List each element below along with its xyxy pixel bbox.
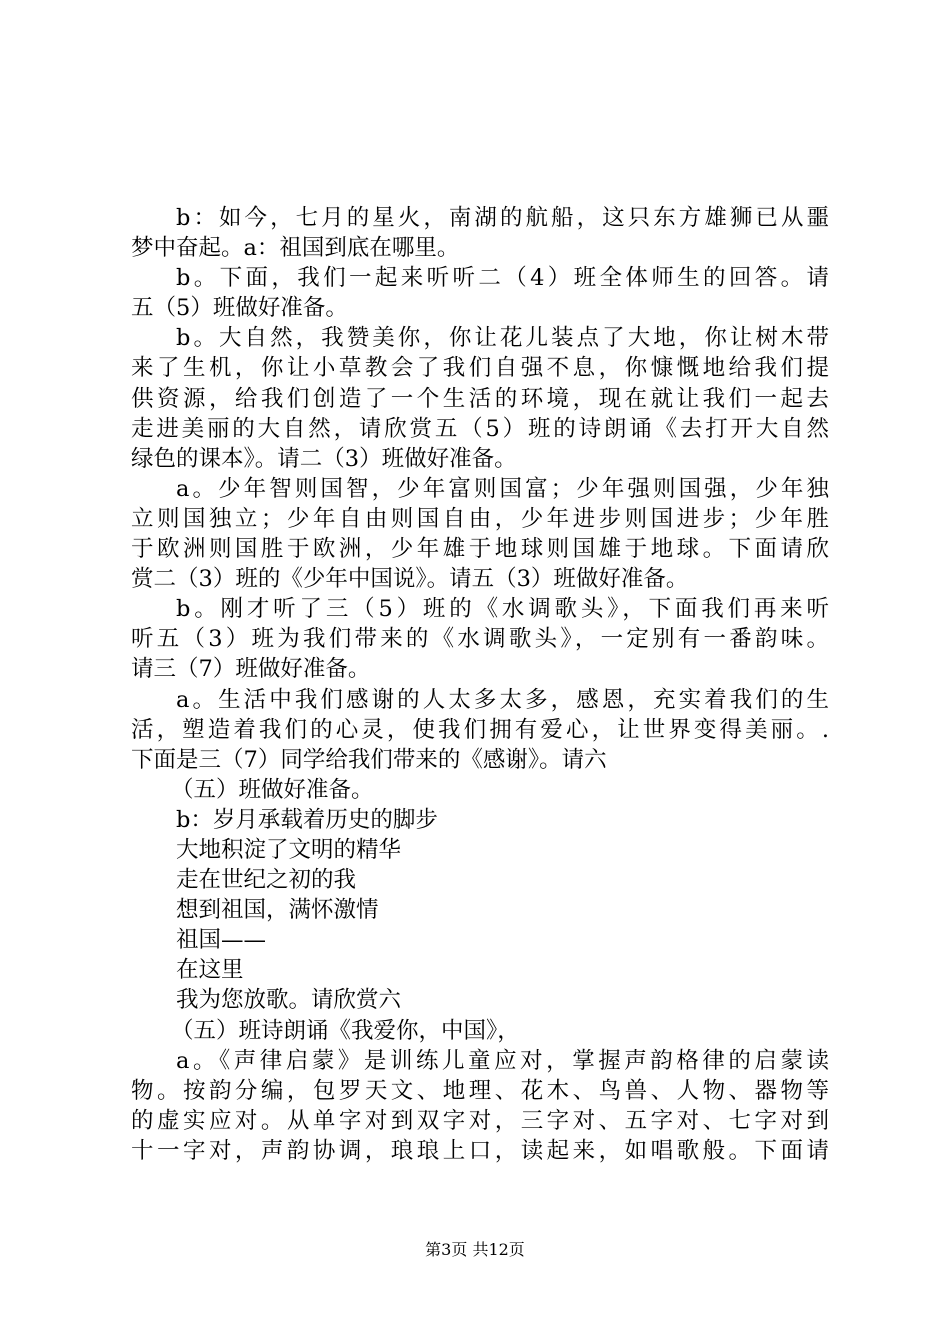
- text-line: 五（5）班做好准备。: [131, 295, 348, 322]
- text-line: 请三（7）班做好准备。: [131, 656, 371, 683]
- text-line: 祖国——: [176, 927, 267, 954]
- page-footer: 第3页 共12页: [425, 1240, 525, 1259]
- text-line: 立则国独立；少年自由则国自由，少年进步则国进步；少年胜: [131, 505, 829, 532]
- text-line: 供资源，给我们创造了一个生活的环境，现在就让我们一起去: [131, 385, 829, 412]
- text-line: b。刚才听了三（5）班的《水调歌头》，下面我们再来听: [176, 596, 829, 623]
- text-line: b：岁月承载着历史的脚步: [176, 806, 438, 833]
- text-line: a。少年智则国智，少年富则国富；少年强则国强，少年独: [176, 475, 829, 502]
- text-line: 来了生机，你让小草教会了我们自强不息，你慷慨地给我们提: [131, 355, 829, 382]
- text-line: 在这里: [176, 957, 244, 984]
- text-line: 绿色的课本》。请二（3）班做好准备。: [131, 445, 517, 472]
- text-line: a。生活中我们感谢的人太多太多，感恩，充实着我们的生: [176, 686, 829, 713]
- text-line: b：如今，七月的星火，南湖的航船，这只东方雄狮已从噩: [176, 205, 829, 231]
- text-line: （五）班诗朗诵《我爱你，中国》，: [171, 1017, 520, 1044]
- text-line: 活，塑造着我们的心灵，使我们拥有爱心，让世界变得美丽。.: [131, 716, 829, 743]
- text-line: 想到祖国，满怀激情: [176, 897, 379, 924]
- text-line: 于欧洲则国胜于欧洲，少年雄于地球则国雄于地球。下面请欣: [131, 536, 829, 563]
- text-line: 赏二（3）班的《少年中国说》。请五（3）班做好准备。: [131, 566, 689, 593]
- text-line: 下面是三（7）同学给我们带来的《感谢》。请六: [131, 746, 607, 773]
- text-line: 的虚实应对。从单字对到双字对，三字对、五字对、七字对到: [131, 1107, 829, 1134]
- text-line: 听五（3）班为我们带来的《水调歌头》，一定别有一番韵味。: [131, 626, 829, 653]
- text-line: 走在世纪之初的我: [176, 867, 357, 894]
- text-line: 十一字对，声韵协调，琅琅上口，读起来，如唱歌般。下面请: [131, 1137, 829, 1164]
- text-line: 物。按韵分编，包罗天文、地理、花木、鸟兽、人物、器物等: [131, 1077, 829, 1104]
- text-line: 走进美丽的大自然，请欣赏五（5）班的诗朗诵《去打开大自然: [131, 415, 829, 442]
- text-line: a。《声律启蒙》是训练儿童应对，掌握声韵格律的启蒙读: [176, 1047, 829, 1074]
- text-line: 我为您放歌。请欣赏六: [176, 987, 402, 1014]
- text-line: b。大自然，我赞美你，你让花儿装点了大地，你让树木带: [176, 325, 829, 352]
- text-line: 梦中奋起。a：祖国到底在哪里。: [131, 235, 460, 262]
- text-line: 大地积淀了文明的精华: [176, 836, 402, 863]
- text-line: （五）班做好准备。: [171, 776, 374, 803]
- document-body: [131, 203, 829, 1166]
- text-line: b。下面，我们一起来听听二（4）班全体师生的回答。请: [176, 265, 829, 292]
